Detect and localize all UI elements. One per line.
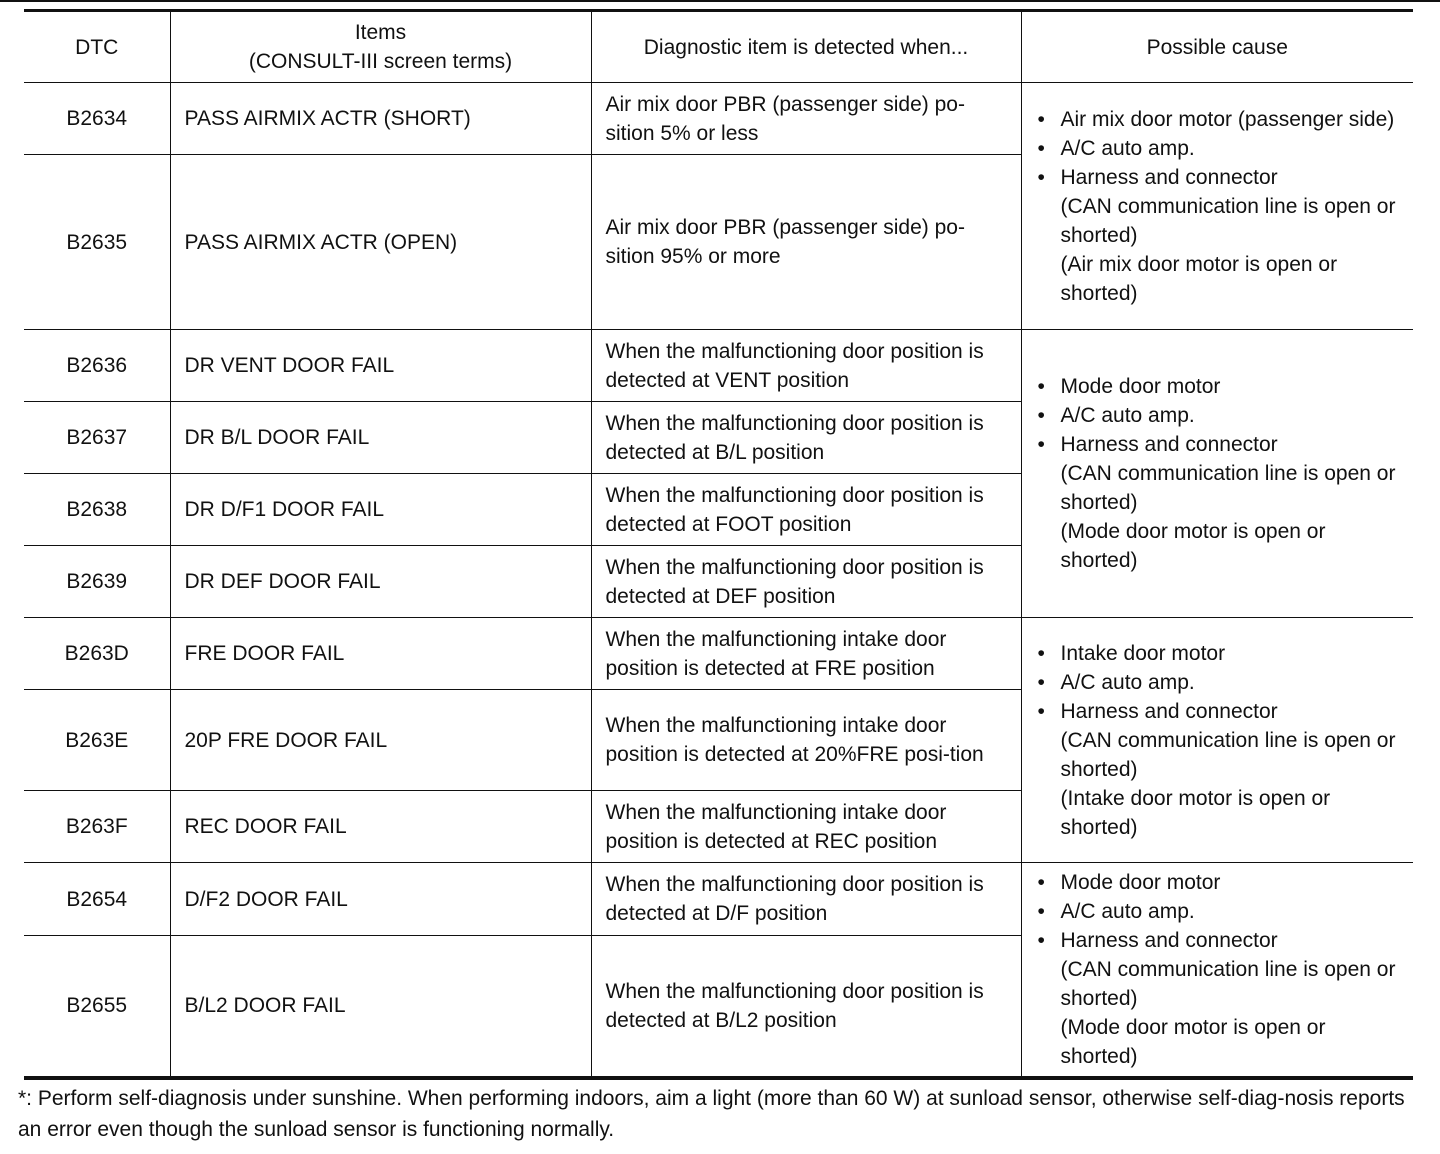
cause-detail: (CAN communication line is open or shorted) <box>1060 462 1396 514</box>
cause-bullet: • Harness and connector <box>1036 430 1408 459</box>
dtc-code: B2636 <box>24 330 170 402</box>
detection-condition: When the malfunctioning door position is detected at VENT position <box>591 330 1021 402</box>
dtc-code: B263D <box>24 618 170 690</box>
dtc-table <box>24 9 1413 1080</box>
table-row <box>24 83 1413 155</box>
cause-list <box>1036 372 1408 459</box>
detection-condition: Air mix door PBR (passenger side) po-sition 5% or less <box>591 83 1021 155</box>
item-term: B/L2 DOOR FAIL <box>170 936 591 1078</box>
item-term: DR VENT DOOR FAIL <box>170 330 591 402</box>
possible-cause <box>1021 330 1413 618</box>
dtc-code: B2655 <box>24 936 170 1078</box>
dtc-code: B2654 <box>24 863 170 936</box>
item-term: REC DOOR FAIL <box>170 791 591 863</box>
dtc-code: B263F <box>24 791 170 863</box>
cause-bullet: • Intake door motor <box>1036 639 1408 668</box>
cause-list <box>1036 105 1408 192</box>
top-rule <box>0 0 1440 2</box>
detection-condition: When the malfunctioning door position is detected at DEF position <box>591 546 1021 618</box>
possible-cause <box>1021 863 1413 1078</box>
item-term: DR D/F1 DOOR FAIL <box>170 474 591 546</box>
cause-detail: (Air mix door motor is open or shorted) <box>1060 252 1338 305</box>
header-items-title: Items <box>354 21 407 44</box>
cause-detail: (Mode door motor is open or shorted) <box>1060 520 1326 572</box>
cause-bullet: • A/C auto amp. <box>1036 668 1408 697</box>
detection-condition: When the malfunctioning door position is detected at B/L2 position <box>591 936 1021 1078</box>
detection-condition: When the malfunctioning door position is detected at B/L position <box>591 402 1021 474</box>
cause-detail: (CAN communication line is open or shorted) <box>1060 957 1396 1010</box>
detection-condition: When the malfunctioning intake door position is detected at FRE position <box>591 618 1021 690</box>
cause-detail: (Intake door motor is open or shorted) <box>1060 786 1331 839</box>
cause-list <box>1036 868 1408 955</box>
header-items <box>170 11 591 83</box>
detection-condition: When the malfunctioning door position is detected at FOOT position <box>591 474 1021 546</box>
cause-bullet: • Harness and connector <box>1036 697 1408 726</box>
header-items-subtitle: (CONSULT-III screen terms) <box>248 50 513 73</box>
footnote: *: Perform self-diagnosis under sunshine. When performing indoors, aim a light (more than 60 W) at sunload sensor, otherwise self-diag-nosis reports an error even though the sunload sensor is functioning normally. <box>18 1087 1405 1141</box>
header-row <box>24 11 1413 83</box>
possible-cause <box>1021 83 1413 330</box>
cause-bullet: • A/C auto amp. <box>1036 401 1408 430</box>
cause-bullet: • A/C auto amp. <box>1036 897 1408 926</box>
item-term: PASS AIRMIX ACTR (SHORT) <box>170 83 591 155</box>
possible-cause <box>1021 618 1413 863</box>
dtc-code: B2638 <box>24 474 170 546</box>
cause-bullet: • Air mix door motor (passenger side) <box>1036 105 1408 134</box>
item-term: 20P FRE DOOR FAIL <box>170 690 591 791</box>
item-term: PASS AIRMIX ACTR (OPEN) <box>170 155 591 330</box>
dtc-code: B2637 <box>24 402 170 474</box>
table-row <box>24 618 1413 690</box>
dtc-code: B2634 <box>24 83 170 155</box>
item-term: FRE DOOR FAIL <box>170 618 591 690</box>
cause-detail: (Mode door motor is open or shorted) <box>1060 1015 1326 1068</box>
cause-bullet: • Harness and connector <box>1036 926 1408 955</box>
cause-detail: (CAN communication line is open or shorted) <box>1060 728 1396 781</box>
cause-list <box>1036 639 1408 726</box>
table-row <box>24 330 1413 402</box>
dtc-code: B2635 <box>24 155 170 330</box>
header-cause: Possible cause <box>1021 11 1413 83</box>
cause-detail: (CAN communication line is open or shorted) <box>1060 194 1396 247</box>
cause-bullet: • A/C auto amp. <box>1036 134 1408 163</box>
header-detected: Diagnostic item is detected when... <box>591 11 1021 83</box>
detection-condition: When the malfunctioning intake door position is detected at REC position <box>591 791 1021 863</box>
cause-bullet: • Mode door motor <box>1036 372 1408 401</box>
cause-bullet: • Harness and connector <box>1036 163 1408 192</box>
detection-condition: When the malfunctioning door position is detected at D/F position <box>591 863 1021 936</box>
dtc-code: B2639 <box>24 546 170 618</box>
dtc-code: B263E <box>24 690 170 791</box>
item-term: DR B/L DOOR FAIL <box>170 402 591 474</box>
detection-condition: Air mix door PBR (passenger side) po-sition 95% or more <box>591 155 1021 330</box>
header-dtc: DTC <box>24 11 170 83</box>
detection-condition: When the malfunctioning intake door position is detected at 20%FRE posi-tion <box>591 690 1021 791</box>
table-row <box>24 863 1413 936</box>
cause-bullet: • Mode door motor <box>1036 868 1408 897</box>
item-term: D/F2 DOOR FAIL <box>170 863 591 936</box>
item-term: DR DEF DOOR FAIL <box>170 546 591 618</box>
